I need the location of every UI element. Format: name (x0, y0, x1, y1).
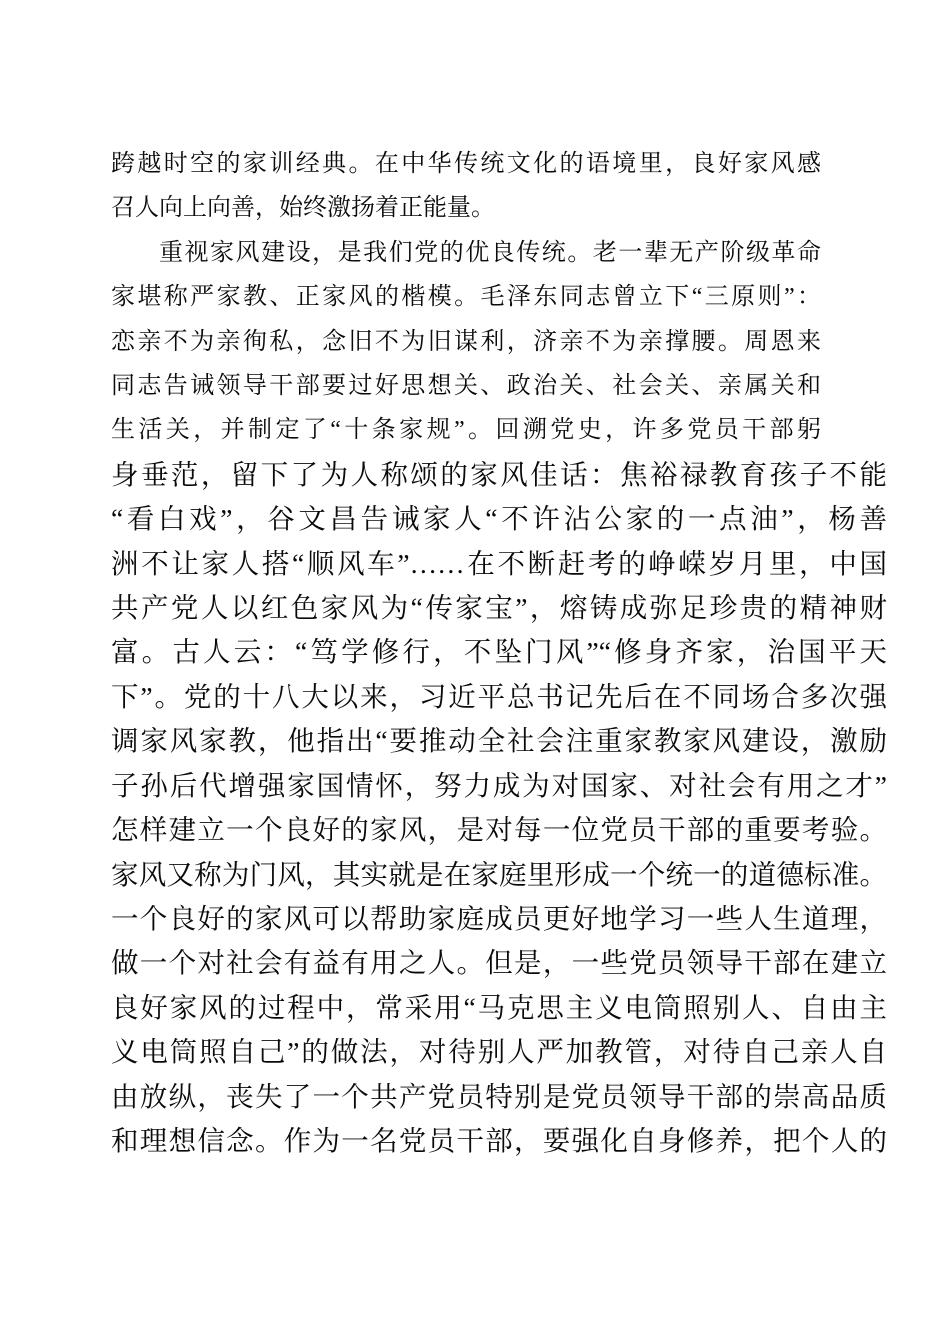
text-line: 同志告诫领导干部要过好思想关、政治关、社会关、亲属关和 (111, 373, 821, 400)
text-line: 由放纵，丧失了一个共产党员特别是党员领导干部的崇高品质 (111, 1080, 887, 1112)
text-line: 生活关，并制定了“十条家规”。回溯党史，许多党员干部躬 (111, 417, 821, 444)
text-line: 良好家风的过程中，常采用“马克思主义电筒照别人、自由主 (111, 991, 887, 1023)
text-line: 义电筒照自己”的做法，对待别人严加教管，对待自己亲人自 (111, 1036, 887, 1068)
text-line: 跨越时空的家训经典。在中华传统文化的语境里，良好家风感 (111, 151, 821, 177)
text-line: 调家风家教，他指出“要推动全社会注重家教家风建设，激励 (111, 725, 887, 757)
text-line: 家风又称为门风，其实就是在家庭里形成一个统一的道德标准。 (111, 858, 887, 890)
text-line: 家堪称严家教、正家风的楷模。毛泽东同志曾立下“三原则”： (111, 284, 821, 311)
text-line: 子孙后代增强家国情怀，努力成为对国家、对社会有用之才” (111, 769, 887, 801)
text-line: 召人向上向善，始终激扬着正能量。 (111, 195, 495, 222)
text-line: 恋亲不为亲徇私，念旧不为旧谋利，济亲不为亲撑腰。周恩来 (111, 328, 821, 355)
text-line: 和理想信念。作为一名党员干部，要强化自身修养，把个人的 (111, 1124, 887, 1156)
text-line: 一个良好的家风可以帮助家庭成员更好地学习一些人生道理， (111, 902, 887, 934)
document-body (111, 142, 887, 1163)
text-line: “看白戏”，谷文昌告诫家人“不许沾公家的一点油”，杨善 (111, 503, 887, 535)
text-line: 下”。党的十八大以来，习近平总书记先后在不同场合多次强 (111, 680, 887, 712)
text-line: 洲不让家人搭“顺风车”……在不断赶考的峥嵘岁月里，中国 (111, 547, 887, 579)
text-line: 富。古人云：“笃学修行，不坠门风”“修身齐家，治国平天 (111, 636, 887, 668)
text-line: 做一个对社会有益有用之人。但是，一些党员领导干部在建立 (111, 947, 887, 979)
text-line: 身垂范，留下了为人称颂的家风佳话：焦裕禄教育孩子不能 (111, 458, 887, 490)
text-line: 重视家风建设，是我们党的优良传统。老一辈无产阶级革命 (159, 239, 821, 266)
text-line: 怎样建立一个良好的家风，是对每一位党员干部的重要考验。 (111, 814, 887, 846)
text-line: 共产党人以红色家风为“传家宝”，熔铸成弥足珍贵的精神财 (111, 592, 887, 624)
